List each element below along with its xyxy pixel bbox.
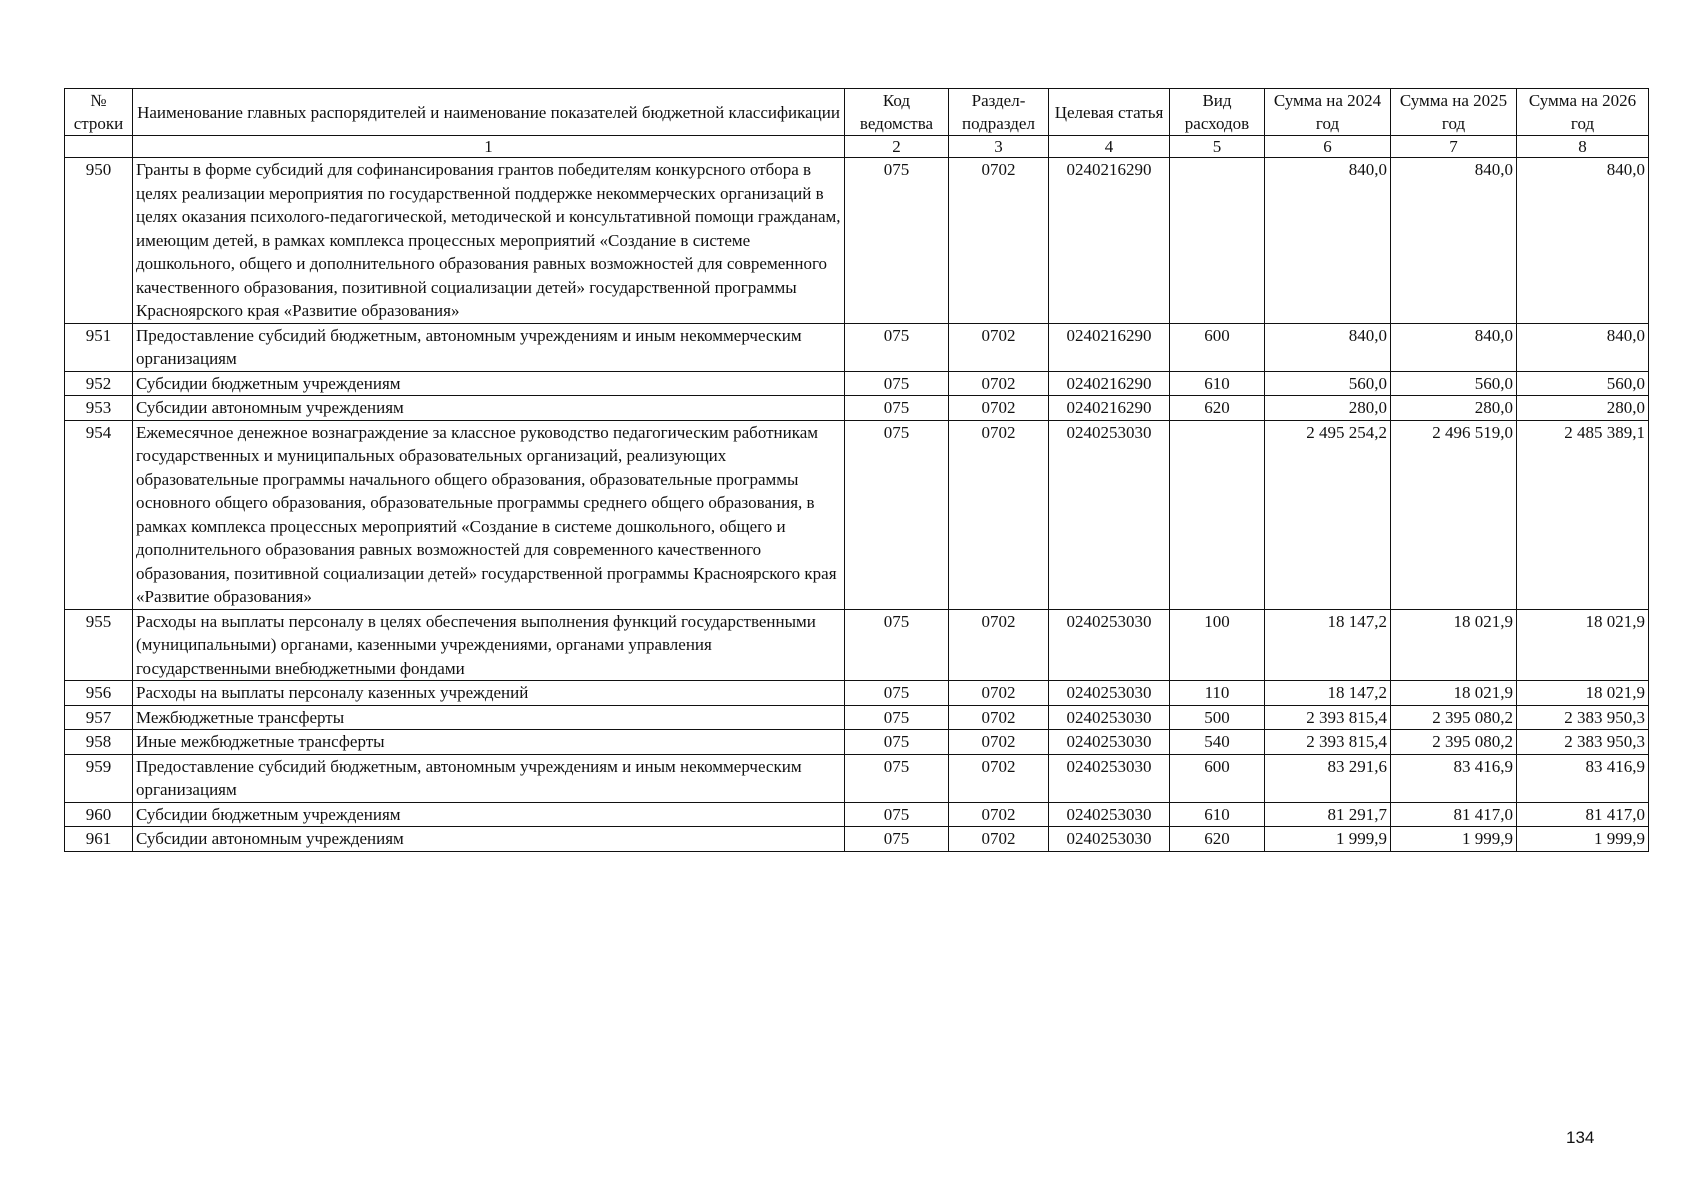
sum-2025: 83 416,9	[1391, 754, 1517, 802]
sum-2026: 2 383 950,3	[1517, 730, 1649, 755]
table-row	[65, 705, 1649, 730]
section-code: 0702	[949, 681, 1049, 706]
expense-type: 600	[1170, 754, 1265, 802]
column-number: 4	[1049, 136, 1170, 158]
sum-2026: 83 416,9	[1517, 754, 1649, 802]
header-cell: Целевая статья	[1049, 89, 1170, 136]
column-number: 2	[845, 136, 949, 158]
table-row	[65, 609, 1649, 681]
department-code: 075	[845, 420, 949, 609]
section-code: 0702	[949, 754, 1049, 802]
department-code: 075	[845, 396, 949, 421]
expense-type: 110	[1170, 681, 1265, 706]
target-article: 0240253030	[1049, 802, 1170, 827]
sum-2025: 560,0	[1391, 371, 1517, 396]
table-row	[65, 681, 1649, 706]
table-row	[65, 158, 1649, 324]
row-number: 950	[65, 158, 133, 324]
row-name: Расходы на выплаты персоналу казенных учреждений	[133, 681, 845, 706]
department-code: 075	[845, 754, 949, 802]
row-name: Межбюджетные трансферты	[133, 705, 845, 730]
table-row	[65, 323, 1649, 371]
target-article: 0240216290	[1049, 371, 1170, 396]
target-article: 0240216290	[1049, 158, 1170, 324]
row-name: Гранты в форме субсидий для софинансирования грантов победителям конкурсного отбора в целях реализации мероприятия по государственной поддержке некоммерческих организаций в целях оказания психолого-педагогической, методической и консультативной помощи гражданам, имеющим детей, в рамках комплекса процессных мероприятий «Создание в системе дошкольного, общего и дополнительного образования равных возможностей для современного качественного образования, позитивной социализации детей» государственной программы Красноярского края «Развитие образования»	[133, 158, 845, 324]
expense-type: 100	[1170, 609, 1265, 681]
row-number: 954	[65, 420, 133, 609]
sum-2025: 840,0	[1391, 158, 1517, 324]
row-number: 959	[65, 754, 133, 802]
sum-2026: 81 417,0	[1517, 802, 1649, 827]
sum-2025: 2 395 080,2	[1391, 730, 1517, 755]
header-cell: Сумма на 2024 год	[1265, 89, 1391, 136]
header-cell: Наименование главных распорядителей и наименование показателей бюджетной классификации	[133, 89, 845, 136]
column-number: 8	[1517, 136, 1649, 158]
section-code: 0702	[949, 323, 1049, 371]
department-code: 075	[845, 371, 949, 396]
header-cell: Вид расходов	[1170, 89, 1265, 136]
sum-2026: 560,0	[1517, 371, 1649, 396]
table-row	[65, 730, 1649, 755]
header-cell: Сумма на 2025 год	[1391, 89, 1517, 136]
header-cell: Сумма на 2026 год	[1517, 89, 1649, 136]
row-name: Субсидии автономным учреждениям	[133, 396, 845, 421]
sum-2024: 2 393 815,4	[1265, 705, 1391, 730]
sum-2026: 840,0	[1517, 323, 1649, 371]
expense-type: 620	[1170, 827, 1265, 852]
department-code: 075	[845, 681, 949, 706]
sum-2026: 2 485 389,1	[1517, 420, 1649, 609]
expense-type: 600	[1170, 323, 1265, 371]
expense-type: 620	[1170, 396, 1265, 421]
department-code: 075	[845, 705, 949, 730]
target-article: 0240253030	[1049, 827, 1170, 852]
target-article: 0240253030	[1049, 609, 1170, 681]
section-code: 0702	[949, 396, 1049, 421]
department-code: 075	[845, 158, 949, 324]
header-cell: № строки	[65, 89, 133, 136]
page-number: 134	[1566, 1128, 1595, 1147]
sum-2026: 18 021,9	[1517, 681, 1649, 706]
department-code: 075	[845, 323, 949, 371]
row-number: 957	[65, 705, 133, 730]
sum-2024: 1 999,9	[1265, 827, 1391, 852]
expense-type: 540	[1170, 730, 1265, 755]
sum-2025: 18 021,9	[1391, 609, 1517, 681]
target-article: 0240216290	[1049, 323, 1170, 371]
column-number: 6	[1265, 136, 1391, 158]
table-row	[65, 420, 1649, 609]
column-number: 5	[1170, 136, 1265, 158]
row-number: 955	[65, 609, 133, 681]
table-row	[65, 754, 1649, 802]
table-row	[65, 371, 1649, 396]
row-number: 953	[65, 396, 133, 421]
expense-type	[1170, 420, 1265, 609]
sum-2025: 280,0	[1391, 396, 1517, 421]
section-code: 0702	[949, 827, 1049, 852]
sum-2024: 2 495 254,2	[1265, 420, 1391, 609]
sum-2024: 840,0	[1265, 323, 1391, 371]
department-code: 075	[845, 802, 949, 827]
target-article: 0240253030	[1049, 730, 1170, 755]
sum-2024: 2 393 815,4	[1265, 730, 1391, 755]
target-article: 0240253030	[1049, 705, 1170, 730]
row-name: Субсидии бюджетным учреждениям	[133, 371, 845, 396]
target-article: 0240253030	[1049, 681, 1170, 706]
column-number: 3	[949, 136, 1049, 158]
sum-2026: 1 999,9	[1517, 827, 1649, 852]
table-row	[65, 827, 1649, 852]
row-number: 952	[65, 371, 133, 396]
sum-2026: 280,0	[1517, 396, 1649, 421]
section-code: 0702	[949, 609, 1049, 681]
sum-2024: 840,0	[1265, 158, 1391, 324]
column-number	[65, 136, 133, 158]
column-number: 7	[1391, 136, 1517, 158]
sum-2024: 280,0	[1265, 396, 1391, 421]
sum-2025: 840,0	[1391, 323, 1517, 371]
header-cell: Раздел-подраздел	[949, 89, 1049, 136]
department-code: 075	[845, 609, 949, 681]
section-code: 0702	[949, 420, 1049, 609]
sum-2025: 2 496 519,0	[1391, 420, 1517, 609]
row-name: Расходы на выплаты персоналу в целях обеспечения выполнения функций государственными (муниципальными) органами, казенными учреждениями, органами управления государственными внебюджетными фондами	[133, 609, 845, 681]
sum-2026: 2 383 950,3	[1517, 705, 1649, 730]
row-name: Субсидии автономным учреждениям	[133, 827, 845, 852]
sum-2026: 18 021,9	[1517, 609, 1649, 681]
expense-type	[1170, 158, 1265, 324]
department-code: 075	[845, 730, 949, 755]
section-code: 0702	[949, 730, 1049, 755]
sum-2024: 560,0	[1265, 371, 1391, 396]
target-article: 0240253030	[1049, 420, 1170, 609]
budget-table	[64, 88, 1649, 852]
sum-2025: 81 417,0	[1391, 802, 1517, 827]
row-number: 958	[65, 730, 133, 755]
section-code: 0702	[949, 158, 1049, 324]
section-code: 0702	[949, 802, 1049, 827]
row-number: 961	[65, 827, 133, 852]
column-number: 1	[133, 136, 845, 158]
header-row	[65, 89, 1649, 136]
sum-2024: 18 147,2	[1265, 681, 1391, 706]
row-name: Предоставление субсидий бюджетным, автономным учреждениям и иным некоммерческим организациям	[133, 323, 845, 371]
target-article: 0240253030	[1049, 754, 1170, 802]
sum-2026: 840,0	[1517, 158, 1649, 324]
sum-2024: 83 291,6	[1265, 754, 1391, 802]
expense-type: 610	[1170, 802, 1265, 827]
expense-type: 500	[1170, 705, 1265, 730]
sum-2024: 18 147,2	[1265, 609, 1391, 681]
row-name: Иные межбюджетные трансферты	[133, 730, 845, 755]
header-cell: Код ведомства	[845, 89, 949, 136]
row-name: Субсидии бюджетным учреждениям	[133, 802, 845, 827]
table-row	[65, 802, 1649, 827]
row-number: 956	[65, 681, 133, 706]
sum-2025: 1 999,9	[1391, 827, 1517, 852]
target-article: 0240216290	[1049, 396, 1170, 421]
expense-type: 610	[1170, 371, 1265, 396]
sum-2025: 18 021,9	[1391, 681, 1517, 706]
sum-2025: 2 395 080,2	[1391, 705, 1517, 730]
column-number-row	[65, 136, 1649, 158]
row-name: Предоставление субсидий бюджетным, автономным учреждениям и иным некоммерческим организациям	[133, 754, 845, 802]
sum-2024: 81 291,7	[1265, 802, 1391, 827]
row-number: 960	[65, 802, 133, 827]
section-code: 0702	[949, 371, 1049, 396]
row-name: Ежемесячное денежное вознаграждение за классное руководство педагогическим работникам государственных и муниципальных образовательных организаций, реализующих образовательные программы начального общего образования, образовательные программы основного общего образования, образовательные программы среднего общего образования, в рамках комплекса процессных мероприятий «Создание в системе дошкольного, общего и дополнительного образования равных возможностей для современного качественного образования, позитивной социализации детей» государственной программы Красноярского края «Развитие образования»	[133, 420, 845, 609]
table-row	[65, 396, 1649, 421]
row-number: 951	[65, 323, 133, 371]
department-code: 075	[845, 827, 949, 852]
section-code: 0702	[949, 705, 1049, 730]
